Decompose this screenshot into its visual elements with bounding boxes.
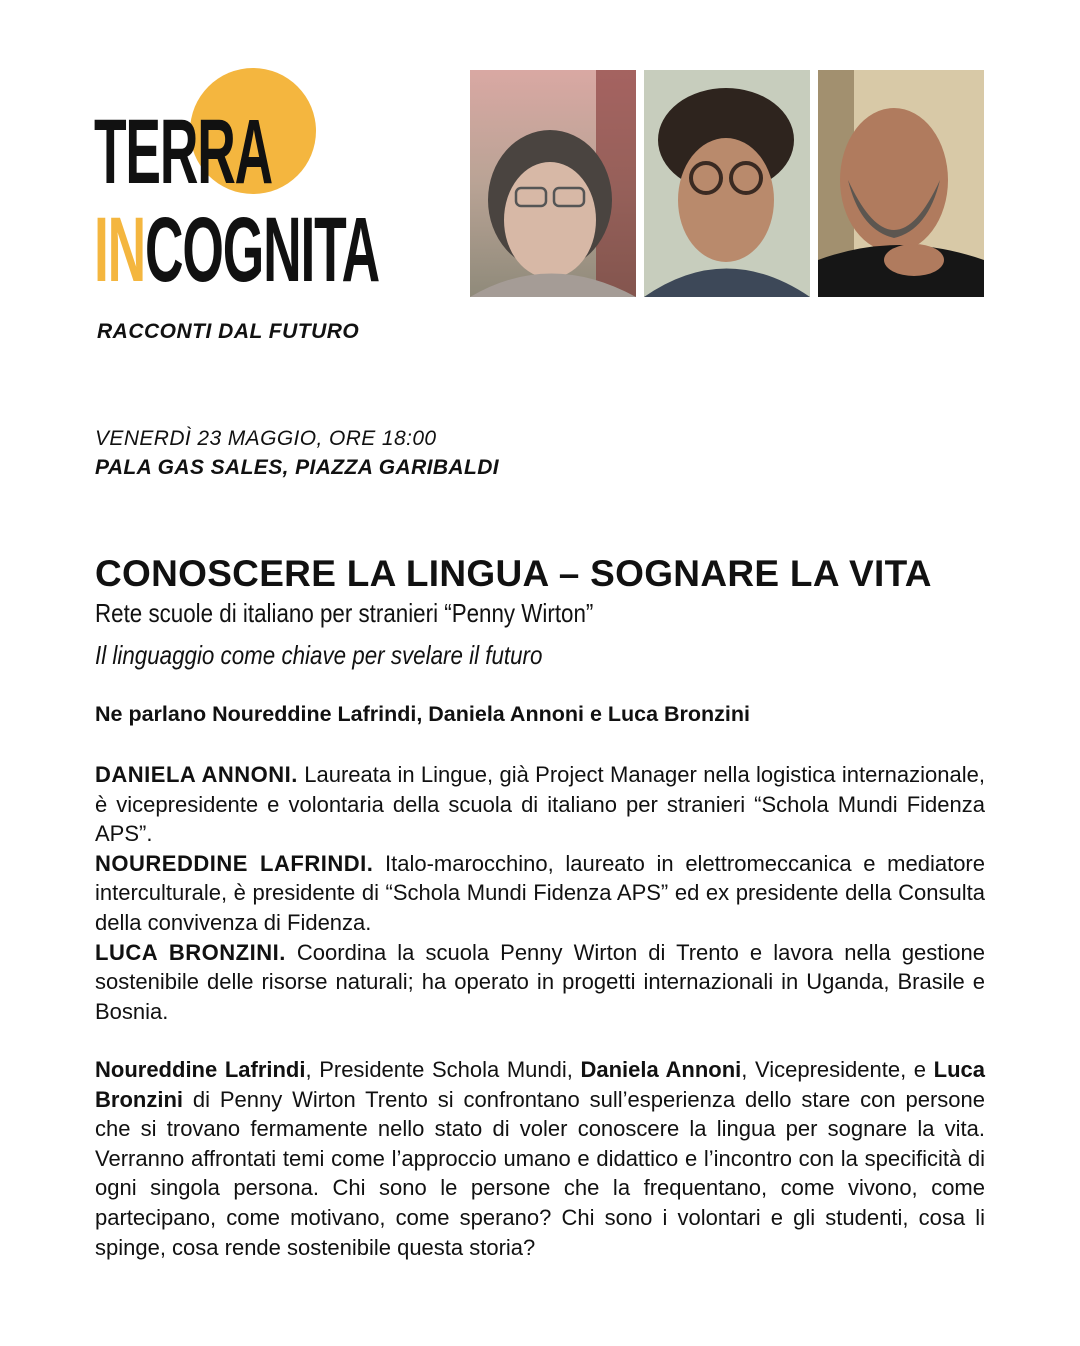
portrait-woman-image [470,70,636,297]
desc-text: di Penny Wirton Trento si confrontano sull’esperienza dello stare con persone che si trovano fermamente nello stato di voler conoscere la lingua per sognare la vita. Verranno affrontati temi come l’approccio umano e didattico e l’incontro con la specificità di ogni singola persona. Chi sono le persone che la frequentano, come vivono, come partecipano, come motivano, come sperano? Chi sono i volontari e gli studenti, cosa li spinge, cosa rende sostenibile questa storia? [95,1086,985,1260]
speaker-photo-3 [818,70,984,297]
event-description [95,1055,985,1262]
desc-name: Noureddine Lafrindi [95,1057,306,1082]
logo-tagline: RACCONTI DAL FUTURO [97,320,360,343]
speakers-line: Ne parlano Noureddine Lafrindi, Daniela Annoni e Luca Bronzini [95,702,751,726]
portrait-smiling-man-image [818,70,984,297]
logo-line-incognita [94,199,379,301]
speaker-photo-1 [470,70,636,297]
desc-text: , Presidente Schola Mundi, [305,1057,581,1082]
desc-name: Luca Bronzini [95,1057,985,1112]
bio-text: Italo-marocchino, laureato in elettromeccanica e mediatore interculturale, è presidente di “Schola Mundi Fidenza APS” ed ex presidente della Consulta della convivenza di Fidenza. [95,850,985,935]
desc-text: , Vicepresidente, e [741,1057,934,1082]
logo-cognita: COGNITA [145,199,379,301]
bio-text: Laureata in Lingue, già Project Manager nella logistica internazionale, è vicepresidente e volontaria della scuola di italiano per stranieri “Schola Mundi Fidenza APS”. [95,762,985,847]
logo-line-terra: TERRA [94,101,272,203]
logo-accent-in: IN [94,199,146,301]
event-date: VENERDÌ 23 MAGGIO, ORE 18:00 [95,427,437,450]
speaker-photo-2 [644,70,810,297]
portrait-man-glasses-image [644,70,810,297]
terra-incognita-logo [94,68,379,308]
event-subtitle: Rete scuole di italiano per stranieri “Penny Wirton” [95,598,594,628]
bio-name: NOUREDDINE LAFRINDI. [95,850,374,876]
event-venue: PALA GAS SALES, PIAZZA GARIBALDI [95,456,500,479]
event-tagline: Il linguaggio come chiave per svelare il futuro [95,640,543,670]
desc-name: Daniela Annoni [580,1057,742,1082]
event-title: CONOSCERE LA LINGUA – SOGNARE LA VITA [95,553,932,594]
bio-text: Coordina la scuola Penny Wirton di Trento e lavora nella gestione sostenibile delle risorse naturali; ha operato in progetti internazionali in Uganda, Brasile e Bosnia. [95,939,985,1024]
speaker-bios [95,760,985,1026]
bio-name: DANIELA ANNONI. [95,762,298,787]
bio-name: LUCA BRONZINI. [95,939,286,965]
